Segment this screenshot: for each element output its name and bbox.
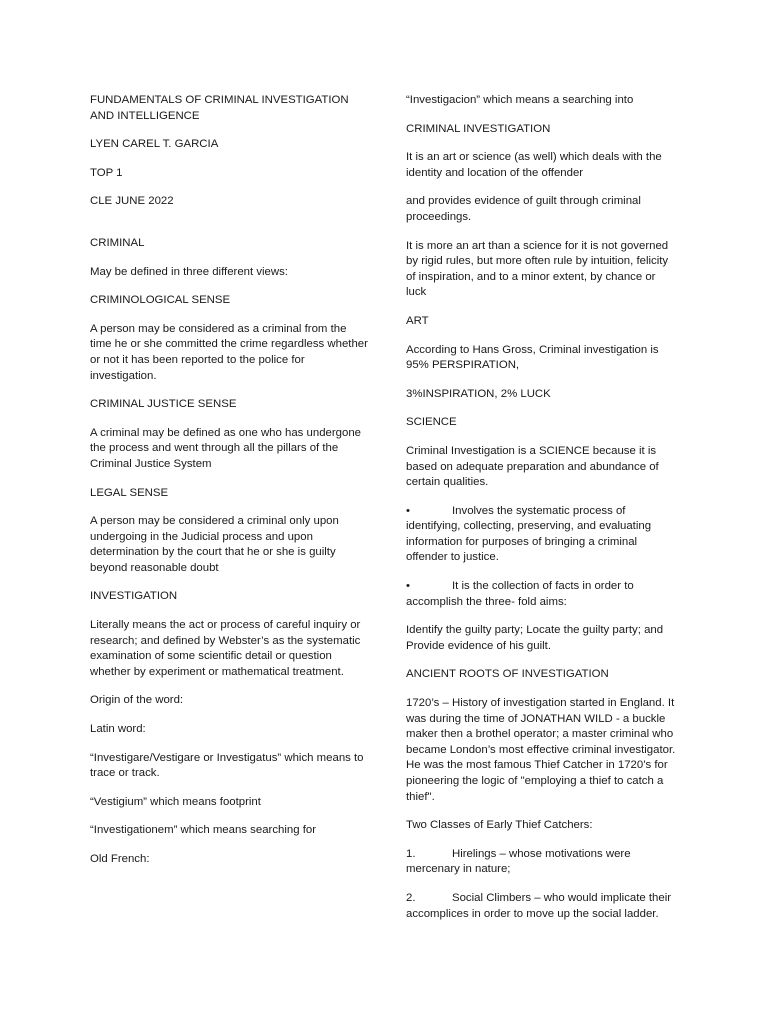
right-column xyxy=(406,93,678,935)
paragraph: A person may be considered a criminal only upon undergoing in the Judicial process and upon determination by the court that he or she is guilty beyond reasonable doubt xyxy=(90,515,339,574)
document-title: FUNDAMENTALS OF CRIMINAL INVESTIGATION AND INTELLIGENCE xyxy=(90,94,349,122)
paragraph: “Investigacion” which means a searching into xyxy=(406,94,634,106)
blank-line xyxy=(90,223,368,236)
bullet-item xyxy=(406,579,678,610)
numbered-text: Hirelings – whose motivations were mercenary in nature; xyxy=(406,847,631,876)
bullet-text: Involves the systematic process of identifying, collecting, preserving, and evaluating information for purposes of bringing a criminal offender to justice. xyxy=(406,504,652,564)
heading-science: SCIENCE xyxy=(406,416,457,429)
bullet-item xyxy=(406,504,678,566)
paragraph: It is more an art than a science for it is not governed by rigid rules, but more often rule by intuition, felicity of inspiration, and to a minor extent, by chance or luck xyxy=(406,239,669,299)
author-name: LYEN CAREL T. GARCIA xyxy=(90,138,219,151)
paragraph: Two Classes of Early Thief Catchers: xyxy=(406,819,593,832)
paragraph: “Vestigium” which means footprint xyxy=(90,795,261,808)
numbered-item xyxy=(406,847,678,878)
paragraph: According to Hans Gross, Criminal investigation is 95% PERSPIRATION, xyxy=(406,343,659,372)
heading-art: ART xyxy=(406,314,429,327)
bullet-marker: • xyxy=(406,504,410,517)
paragraph: “Investigationem” which means searching for xyxy=(90,824,317,837)
bullet-marker: • xyxy=(406,580,410,593)
paragraph: A person may be considered as a criminal from the time he or she committed the crime regardless whether or not it has been reported to the police for investigation. xyxy=(90,322,368,382)
paragraph: and provides evidence of guilt through criminal proceedings. xyxy=(406,195,641,223)
heading-investigation: INVESTIGATION xyxy=(90,590,178,603)
paragraph: A criminal may be defined as one who has undergone the process and went through all the pillars of the Criminal Justice System xyxy=(90,426,362,470)
paragraph: May be defined in three different views: xyxy=(90,265,288,278)
exam-label: CLE JUNE 2022 xyxy=(90,195,174,208)
paragraph: Latin word: xyxy=(90,723,146,736)
heading-criminological-sense: CRIMINOLOGICAL SENSE xyxy=(90,294,231,307)
paragraph: Old French: xyxy=(90,853,150,865)
numbered-item xyxy=(406,891,678,922)
paragraph: It is an art or science (as well) which deals with the identity and location of the offender xyxy=(406,151,662,179)
rank-label: TOP 1 xyxy=(90,166,123,179)
paragraph: Origin of the word: xyxy=(90,694,184,707)
numbered-text: Social Climbers – who would implicate their accomplices in order to move up the social ladder. xyxy=(406,891,672,920)
number-marker: 2. xyxy=(406,891,416,904)
paragraph: Identify the guilty party; Locate the guilty party; and Provide evidence of his guilt. xyxy=(406,624,664,652)
bullet-text: It is the collection of facts in order to accomplish the three- fold aims: xyxy=(406,580,634,608)
heading-ancient-roots: ANCIENT ROOTS OF INVESTIGATION xyxy=(406,668,609,681)
heading-legal-sense: LEGAL SENSE xyxy=(90,486,169,499)
heading-criminal-justice-sense: CRIMINAL JUSTICE SENSE xyxy=(90,398,237,411)
paragraph: 3%INSPIRATION, 2% LUCK xyxy=(406,387,551,400)
left-column xyxy=(90,93,368,881)
paragraph: 1720’s – History of investigation started in England. It was during the time of JONATHAN WILD - a buckle maker then a brothel operator; a master criminal who became London’s most effective criminal investigator. He was the most famous Thief Catcher in 1720’s for pioneering the logic of "employing a thief to catch a thief". xyxy=(406,697,676,803)
number-marker: 1. xyxy=(406,847,416,860)
paragraph: Literally means the act or process of careful inquiry or research; and defined by Webster’s as the systematic examination of some scientific detail or question whether by experiment or mathematical treatment. xyxy=(90,619,361,678)
paragraph: Criminal Investigation is a SCIENCE because it is based on adequate preparation and abundance of certain qualities. xyxy=(406,444,659,489)
paragraph: “Investigare/Vestigare or Investigatus” which means to trace or track. xyxy=(90,751,364,780)
heading-criminal: CRIMINAL xyxy=(90,236,145,249)
heading-criminal-investigation: CRIMINAL INVESTIGATION xyxy=(406,122,551,135)
